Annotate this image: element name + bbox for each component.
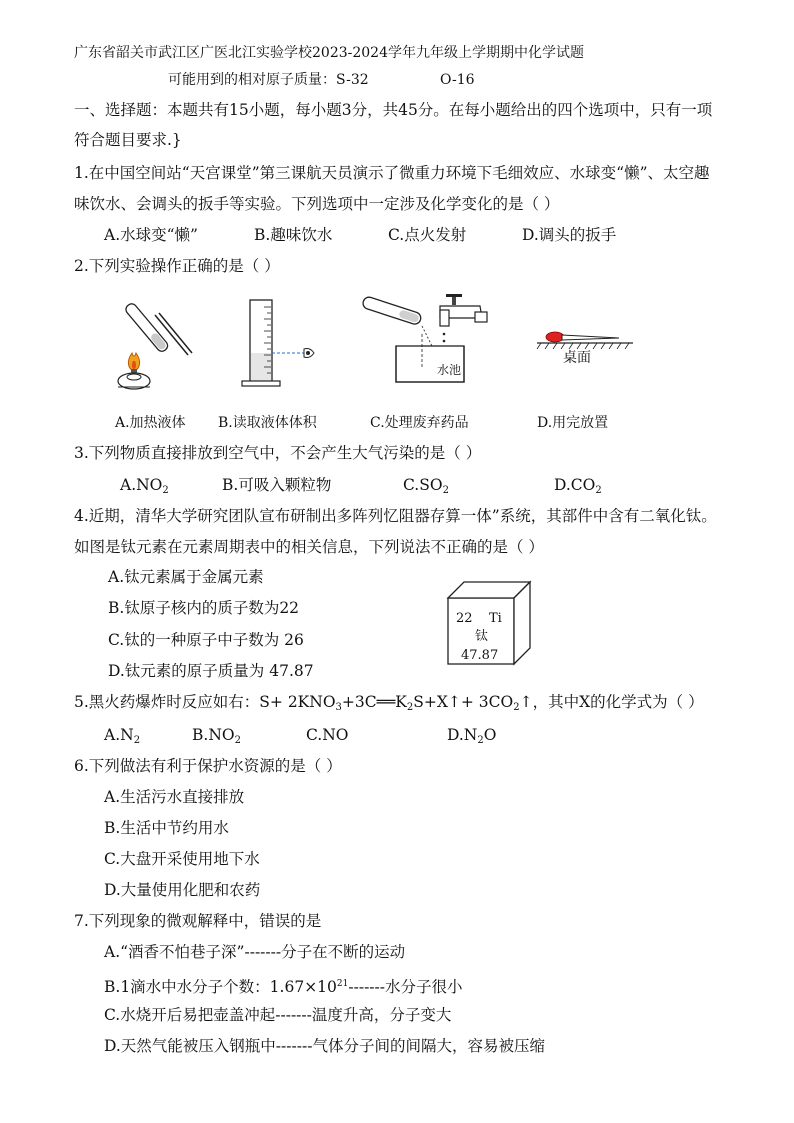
q7-option-d: D.天然气能被压入钢瓶中-------气体分子间的间隔大，容易被压缩 (104, 1037, 545, 1055)
q7-option-b: B.1滴水中水分子个数：$1.67\times 10^{21}-------$水分子很小 (104, 978, 463, 996)
atomic-mass-note: 可能用到的相对原子质量：S-32 (168, 72, 369, 88)
q4-option-a: A.钛元素属于金属元素 (108, 568, 264, 586)
q6-option-d: D.大量使用化肥和农药 (104, 881, 261, 899)
q4-stem-line2: 如图是钛元素在元素周期表中的相关信息，下列说法不正确的是（ ） (74, 538, 544, 556)
section-intro-line2: 符合题目要求.} (74, 131, 182, 149)
atomic-mass-o: O-16 (440, 72, 475, 88)
q4-option-b: B.钛原子核内的质子数为22 (108, 599, 300, 617)
q7-stem: 7.下列现象的微观解释中，错误的是 (74, 912, 322, 930)
element-number: 22 (456, 611, 473, 626)
q5-option-c: C.NO (306, 726, 349, 744)
heating-liquid-figure (110, 295, 200, 390)
gas-arrow-icon: ↑ (519, 693, 533, 711)
q4-stem-line1: 4.近期，清华大学研究团队宣布研制出多阵列忆阻器存算一体”系统，其部件中含有二氧化钛。 (74, 507, 717, 525)
q1-option-d: D.调头的扳手 (522, 226, 617, 244)
q3-option-d: $D.CO_2$ (554, 476, 602, 496)
q2-caption-b: B.读取液体体积 (218, 415, 317, 431)
q6-option-c: C.大盘开采使用地下水 (104, 850, 260, 868)
q1-option-a: A.水球变“懒” (104, 226, 198, 244)
desk-label: 桌面 (563, 350, 591, 366)
q6-option-a: A.生活污水直接排放 (104, 788, 245, 806)
q3-option-b: B.可吸入颗粒物 (222, 476, 332, 494)
q4-option-d: D.钛元素的原子质量为 47.87 (108, 662, 314, 680)
q2-caption-c: C.处理废弃药品 (370, 415, 469, 431)
q5-option-d: $D.N_2O$ (447, 726, 497, 746)
graduated-cylinder-figure (240, 295, 320, 390)
element-symbol: Ti (489, 611, 502, 626)
gas-arrow-icon: ↑ (447, 693, 461, 711)
q1-option-b: B.趣味饮水 (254, 226, 333, 244)
q2-caption-d: D.用完放置 (537, 415, 609, 431)
q3-option-a: $A.NO_2$ (120, 476, 169, 496)
q2-stem: 2.下列实验操作正确的是（ ） (74, 257, 280, 275)
q1-option-c: C.点火发射 (388, 226, 467, 244)
waste-disposal-figure (360, 290, 500, 390)
element-name: 钛 (475, 629, 489, 644)
exam-title: 广东省韶关市武江区广医北江实验学校2023-2024学年九年级上学期期中化学试题 (74, 45, 584, 61)
section-intro-line1: 一、选择题：本题共有15小题，每小题3分，共45分。在每小题给出的四个选项中，只有一项 (74, 101, 713, 119)
q4-option-c: C.钛的一种原子中子数为 26 (108, 631, 304, 649)
q1-stem-line1: 1.在中国空间站“天宫课堂”第三课航天员演示了微重力环境下毛细效应、水球变“懒”、太空趣 (74, 164, 710, 182)
q7-option-c: C.水烧开后易把壶盖冲起-------温度升高，分子变大 (104, 1006, 452, 1024)
q2-caption-a: A.加热液体 (115, 415, 186, 431)
element-mass: 47.87 (461, 648, 499, 663)
q5-stem: 5.黑火药爆炸时反应如右：$S+ 2KNO_3+3C══K_2S+X↑+$ $3CO_2↑$，其中X的化学式为（ ） (74, 693, 704, 713)
q7-option-a: A.“酒香不怕巷子深”-------分子在不断的运动 (104, 943, 406, 961)
q6-option-b: B.生活中节约用水 (104, 819, 229, 837)
pool-label: 水池 (437, 363, 462, 377)
q1-stem-line2: 味饮水、会调头的扳手等实验。下列选项中一定涉及化学变化的是（ ） (74, 195, 560, 213)
q3-stem: 3.下列物质直接排放到空气中，不会产生大气污染的是（ ） (74, 444, 482, 462)
q6-stem: 6.下列做法有利于保护水资源的是（ ） (74, 757, 342, 775)
q3-option-c: $C.SO_2$ (403, 476, 449, 496)
q5-option-b: $B.NO_2$ (192, 726, 241, 746)
q5-option-a: $A.N_2$ (104, 726, 141, 746)
